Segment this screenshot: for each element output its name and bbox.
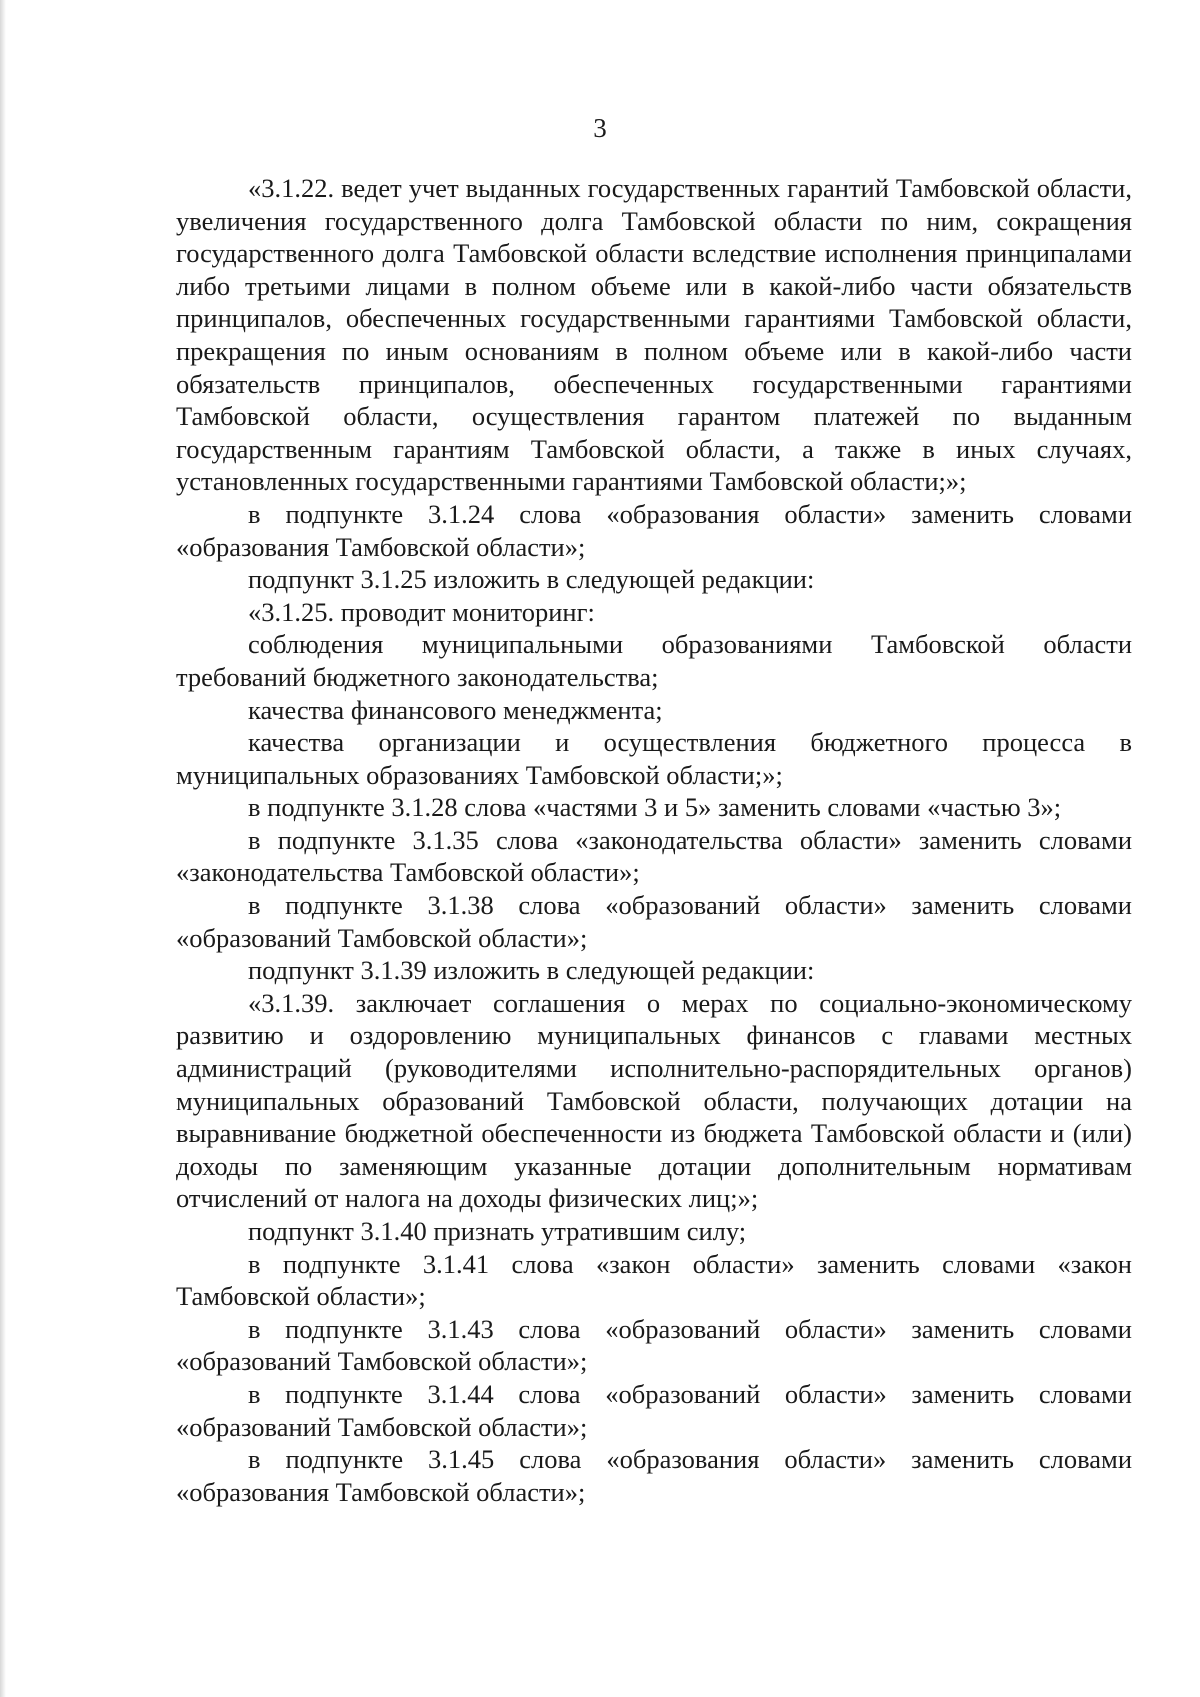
paragraph-3-1-43-amendment: в подпункте 3.1.43 слова «образований области» заменить словами «образований Тамбовской области»; — [176, 1313, 1132, 1377]
paragraph-3-1-35-amendment: в подпункте 3.1.35 слова «законодательства области» заменить словами «законодательства Тамбовской области»; — [176, 824, 1132, 888]
document-body — [176, 172, 1132, 1508]
paragraph-3-1-24-amendment: в подпункте 3.1.24 слова «образования области» заменить словами «образования Тамбовской области»; — [176, 498, 1132, 562]
paragraph-monitoring-item-2: качества финансового менеджмента; — [248, 694, 663, 725]
paragraph-3-1-39-intro: подпункт 3.1.39 изложить в следующей редакции: — [248, 955, 815, 986]
paragraph-3-1-25-text: «3.1.25. проводит мониторинг: — [248, 596, 595, 627]
paragraph-3-1-39-text: «3.1.39. заключает соглашения о мерах по социально-экономическому развитию и оздоровлению муниципальных финансов с главами местных администраций (руководителями исполнительно-распорядительных органов) муниципальных образований Тамбовской области, получающих дотации на выравнивание бюджетной обеспеченности из бюджета Тамбовской области и (или) доходы по заменяющим указанные дотации дополнительным нормативам отчислений от налога на доходы физических лиц;»; — [176, 987, 1132, 1214]
paragraph-3-1-25-intro: подпункт 3.1.25 изложить в следующей редакции: — [248, 564, 815, 595]
paragraph-monitoring-item-3: качества организации и осуществления бюджетного процесса в муниципальных образованиях Тамбовской области;»; — [176, 727, 1132, 790]
paragraph-3-1-22: «3.1.22. ведет учет выданных государственных гарантий Тамбовской области, увеличения государственного долга Тамбовской области по ним, сокращения государственного долга Тамбовской области вследствие исполнения принципалами либо третьими лицами в полном объеме или в какой-либо части обязательств принципалов, обеспеченных государственными гарантиями Тамбовской области, прекращения по иным основаниям в полном объеме или в какой-либо части обязательств принципалов, обеспеченных государственными гарантиями Тамбовской области, осуществления гарантом платежей по выданным государственным гарантиям Тамбовской области, а также в иных случаях, установленных государственными гарантиями Тамбовской области;»; — [176, 173, 1132, 497]
paragraph-3-1-28-amendment: в подпункте 3.1.28 слова «частями 3 и 5» заменить словами «частью 3»; — [248, 792, 1062, 823]
paragraph-3-1-44-amendment: в подпункте 3.1.44 слова «образований области» заменить словами «образований Тамбовской области»; — [176, 1378, 1132, 1442]
paragraph-3-1-45-amendment: в подпункте 3.1.45 слова «образования области» заменить словами «образования Тамбовской области»; — [176, 1444, 1132, 1507]
paragraph-3-1-40-amendment: подпункт 3.1.40 признать утратившим силу; — [248, 1216, 747, 1246]
scan-left-edge — [0, 0, 6, 1697]
paragraph-monitoring-item-1: соблюдения муниципальными образованиями Тамбовской области требований бюджетного законодательства; — [176, 629, 1132, 692]
paragraph-3-1-38-amendment: в подпункте 3.1.38 слова «образований области» заменить словами «образований Тамбовской области»; — [176, 890, 1132, 953]
page-number: 3 — [593, 113, 607, 143]
paragraph-3-1-41-amendment: в подпункте 3.1.41 слова «закон области» заменить словами «закон Тамбовской области»; — [176, 1248, 1132, 1312]
